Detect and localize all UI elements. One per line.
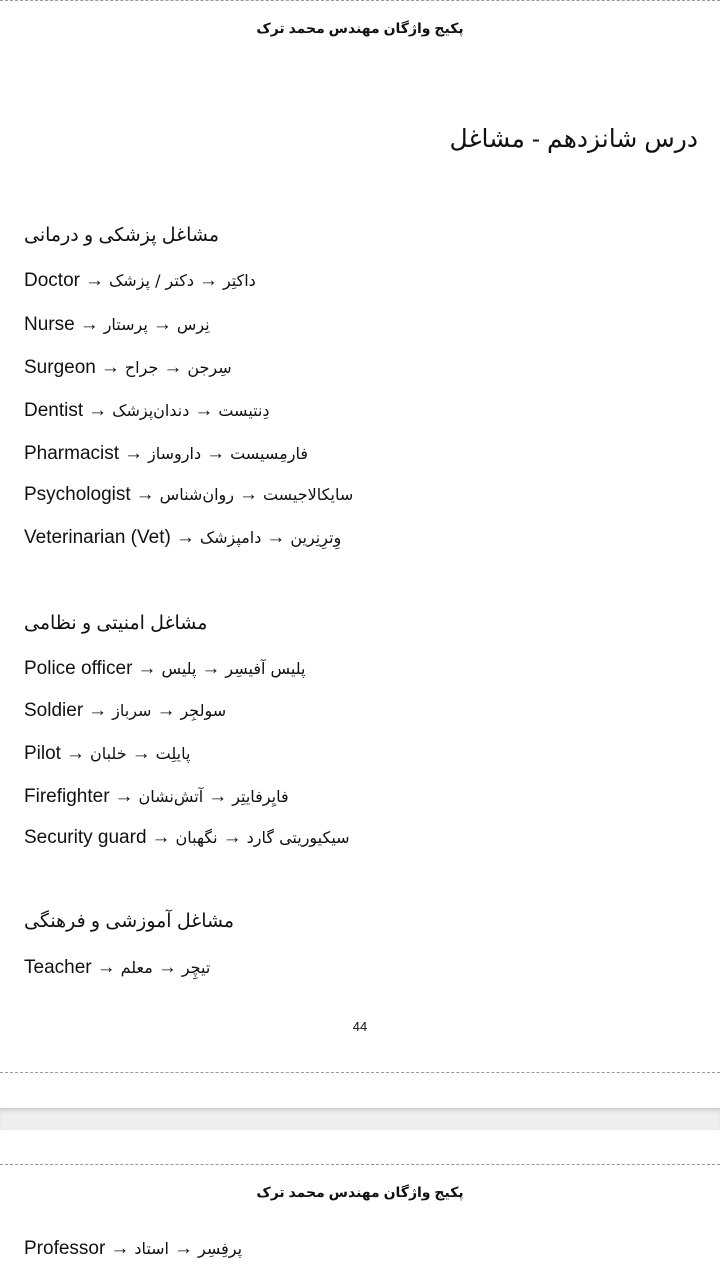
page-header: پکیج واژگان مهندس محمد ترک	[256, 1184, 464, 1200]
pronunciation: داکتِر	[222, 271, 256, 290]
arrow-icon: →	[151, 827, 171, 848]
pronunciation: نِرس	[176, 315, 210, 334]
english-word: Pharmacist	[24, 443, 120, 464]
pronunciation: دِنتیست	[218, 401, 270, 420]
persian-meaning: پلیس	[161, 659, 197, 678]
arrow-icon: →	[88, 700, 108, 721]
section-title-medical: مشاغل پزشکی و درمانی	[24, 225, 220, 246]
page-separator	[0, 1108, 720, 1130]
pronunciation: پایلِت	[155, 744, 191, 763]
vocab-entry	[24, 784, 289, 810]
arrow-icon: →	[238, 484, 258, 505]
pronunciation: پلیس آفیسِر	[225, 659, 306, 678]
page-number: 44	[352, 1019, 368, 1034]
english-word: Pilot	[24, 743, 61, 764]
arrow-icon: →	[84, 270, 104, 291]
arrow-icon: →	[100, 357, 120, 378]
arrow-icon: →	[174, 1238, 193, 1259]
persian-meaning: دندان‌پزشک	[112, 401, 190, 420]
vocab-entry	[24, 312, 210, 338]
arrow-icon: →	[266, 527, 286, 548]
english-word: Teacher	[24, 957, 92, 978]
vocab-entry	[24, 482, 353, 508]
arrow-icon: →	[156, 700, 176, 721]
english-word: Police officer	[24, 658, 133, 679]
persian-meaning: دامپزشک	[199, 528, 262, 547]
section-title-education: مشاغل آموزشی و فرهنگی	[24, 911, 235, 932]
pronunciation: وِترِنِرین	[290, 528, 342, 547]
pronunciation: سولجِر	[180, 701, 227, 720]
vocab-entry	[24, 268, 256, 294]
vocab-entry	[24, 1236, 242, 1262]
persian-meaning: دکتر / پزشک	[108, 271, 194, 290]
section-title-security: مشاغل امنیتی و نظامی	[24, 613, 208, 634]
persian-meaning: جراح	[124, 358, 159, 377]
english-word: Doctor	[24, 270, 80, 291]
arrow-icon: →	[88, 400, 108, 421]
arrow-icon: →	[137, 658, 157, 679]
arrow-icon: →	[206, 443, 226, 464]
arrow-icon: →	[175, 527, 195, 548]
english-word: Veterinarian (Vet)	[24, 527, 171, 548]
persian-meaning: خلبان	[89, 744, 127, 763]
arrow-icon: →	[201, 658, 221, 679]
arrow-icon: →	[96, 957, 116, 978]
persian-meaning: آتش‌نشان	[138, 787, 204, 806]
english-word: Firefighter	[24, 786, 110, 807]
arrow-icon: →	[79, 314, 99, 335]
vocab-entry	[24, 741, 190, 767]
persian-meaning: روان‌شناس	[159, 485, 234, 504]
vocab-entry	[24, 525, 341, 551]
persian-meaning: سرباز	[112, 701, 152, 720]
persian-meaning: استاد	[134, 1239, 169, 1258]
arrow-icon: →	[163, 357, 183, 378]
arrow-icon: →	[135, 484, 155, 505]
persian-meaning: نگهبان	[175, 828, 218, 847]
english-word: Nurse	[24, 314, 75, 335]
page-bottom-border	[0, 1072, 720, 1073]
arrow-icon: →	[157, 957, 177, 978]
vocab-entry	[24, 955, 210, 981]
arrow-icon: →	[194, 400, 214, 421]
persian-meaning: پرستار	[103, 315, 148, 334]
arrow-icon: →	[114, 786, 134, 807]
arrow-icon: →	[208, 786, 228, 807]
english-word: Surgeon	[24, 357, 96, 378]
arrow-icon: →	[110, 1238, 130, 1259]
arrow-icon: →	[131, 743, 151, 764]
arrow-icon: →	[222, 827, 242, 848]
pronunciation: فایِرفایتِر	[232, 787, 289, 806]
vocab-entry	[24, 656, 306, 682]
pronunciation: سایکالاجیست	[262, 485, 354, 504]
english-word: Soldier	[24, 700, 84, 721]
vocab-entry	[24, 441, 308, 467]
arrow-icon: →	[152, 314, 172, 335]
arrow-icon: →	[124, 443, 144, 464]
persian-meaning: داروساز	[148, 444, 202, 463]
arrow-icon: →	[198, 270, 218, 291]
pronunciation: سیکیوریتی گارد	[246, 828, 350, 847]
english-word: Dentist	[24, 400, 84, 421]
pronunciation: تیچِر	[181, 958, 211, 977]
english-word: Psychologist	[24, 484, 131, 505]
vocab-entry	[24, 398, 270, 424]
vocab-entry	[24, 698, 226, 724]
english-word: Professor	[24, 1238, 106, 1259]
vocab-entry	[24, 355, 232, 381]
english-word: Security guard	[24, 827, 147, 848]
page-top-border	[0, 1164, 720, 1165]
pronunciation: سِرجن	[187, 358, 232, 377]
page-header: پکیج واژگان مهندس محمد ترک	[256, 20, 464, 36]
arrow-icon: →	[65, 743, 85, 764]
page-top-border	[0, 0, 720, 1]
vocab-entry	[24, 825, 350, 851]
persian-meaning: معلم	[120, 958, 153, 977]
lesson-title: درس شانزدهم - مشاغل	[449, 125, 698, 153]
pronunciation: فارمِسیست	[230, 444, 308, 463]
pronunciation: پرفِسِر	[198, 1239, 243, 1258]
